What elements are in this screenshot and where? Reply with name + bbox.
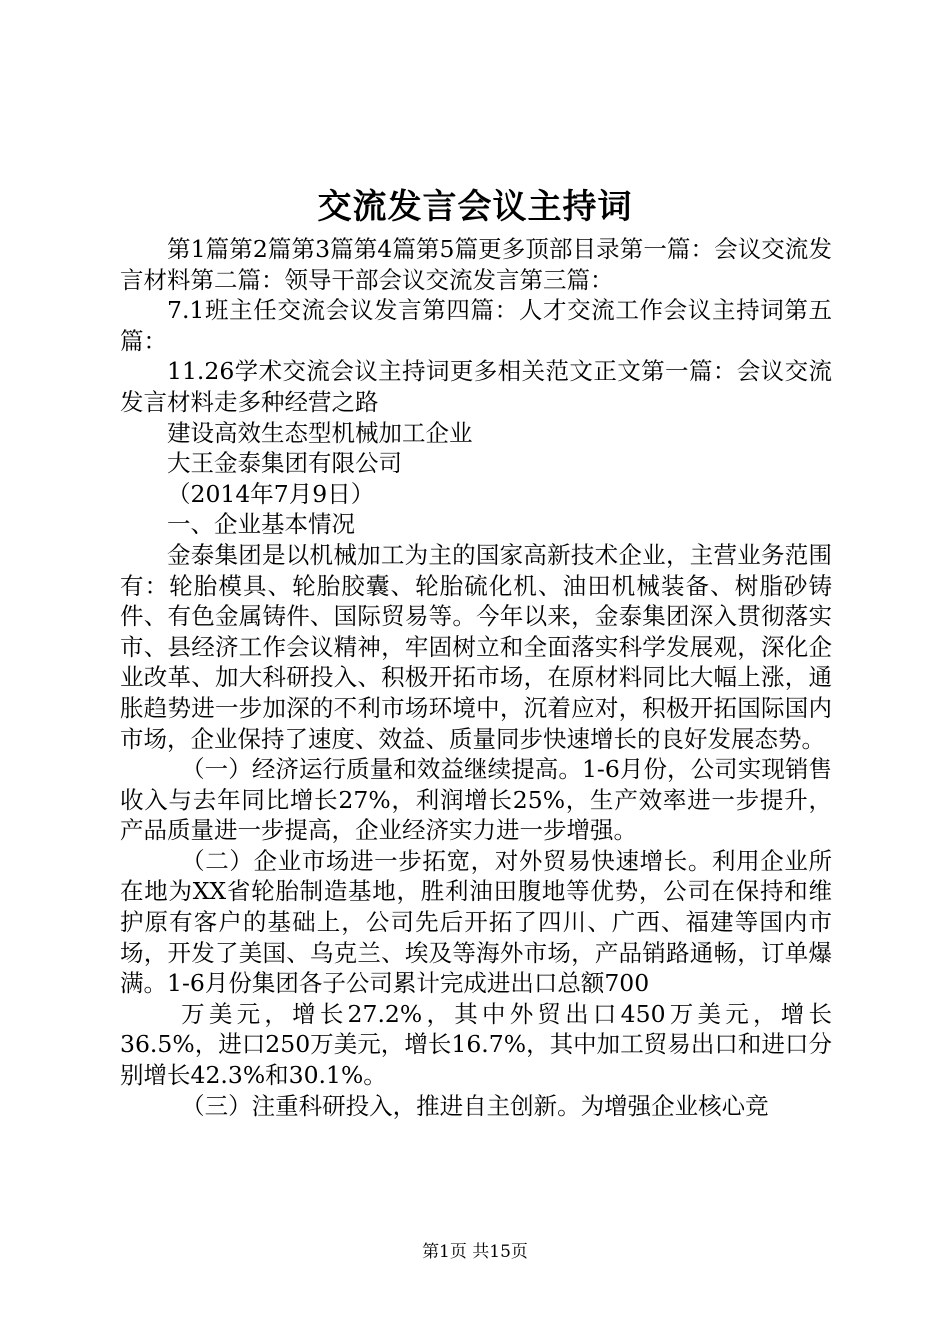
paragraph-item-1: （一）经济运行质量和效益继续提高。1-6月份，公司实现销售收入与去年同比增长27%，利润增长25%，生产效率进一步提升，产品质量进一步提高，企业经济实力进一步增强。 xyxy=(120,755,832,845)
paragraph-item-2: （二）企业市场进一步拓宽，对外贸易快速增长。利用企业所在地为XX省轮胎制造基地，胜利油田腹地等优势，公司在保持和维护原有客户的基础上，公司先后开拓了四川、广西、福建等国内市场，开发了美国、乌克兰、埃及等海外市场，产品销路通畅，订单爆满。1-6月份集团各子公司累计完成进出口总额700 xyxy=(120,846,832,998)
paragraph-body: 金泰集团是以机械加工为主的国家高新技术企业，主营业务范围有：轮胎模具、轮胎胶囊、轮胎硫化机、油田机械装备、树脂砂铸件、有色金属铸件、国际贸易等。今年以来，金泰集团深入贯彻落实市、县经济工作会议精神，牢固树立和全面落实科学发展观，深化企业改革、加大科研投入、积极开拓市场，在原材料同比大幅上涨，通胀趋势进一步加深的不利市场环境中，沉着应对，积极开拓国际国内市场，企业保持了速度、效益、质量同步快速增长的良好发展态势。 xyxy=(120,540,832,753)
document-title: 交流发言会议主持词 xyxy=(317,187,633,227)
paragraph-toc-1: 第1篇第2篇第3篇第4篇第5篇更多顶部目录第一篇：会议交流发言材料第二篇：领导干部会议交流发言第三篇： xyxy=(120,235,832,294)
paragraph-item-3: （三）注重科研投入，推进自主创新。为增强企业核心竞 xyxy=(181,1091,769,1120)
paragraph-company: 大王金泰集团有限公司 xyxy=(167,449,402,478)
paragraph-subtitle: 建设高效生态型机械加工企业 xyxy=(167,418,473,447)
paragraph-date: （2014年7月9日） xyxy=(167,479,375,508)
paragraph-section-heading: 一、企业基本情况 xyxy=(167,510,355,539)
page-footer: 第1页 共15页 xyxy=(422,1242,528,1262)
paragraph-toc-3: 11.26学术交流会议主持词更多相关范文正文第一篇：会议交流发言材料走多种经营之路 xyxy=(120,357,832,416)
document-body xyxy=(120,234,832,1121)
paragraph-toc-2: 7.1班主任交流会议发言第四篇：人才交流工作会议主持词第五篇： xyxy=(120,296,832,355)
paragraph-item-2-cont: 万美元，增长27.2%，其中外贸出口450万美元，增长36.5%，进口250万美元，增长16.7%，其中加工贸易出口和进口分别增长42.3%和30.1%。 xyxy=(120,999,832,1090)
